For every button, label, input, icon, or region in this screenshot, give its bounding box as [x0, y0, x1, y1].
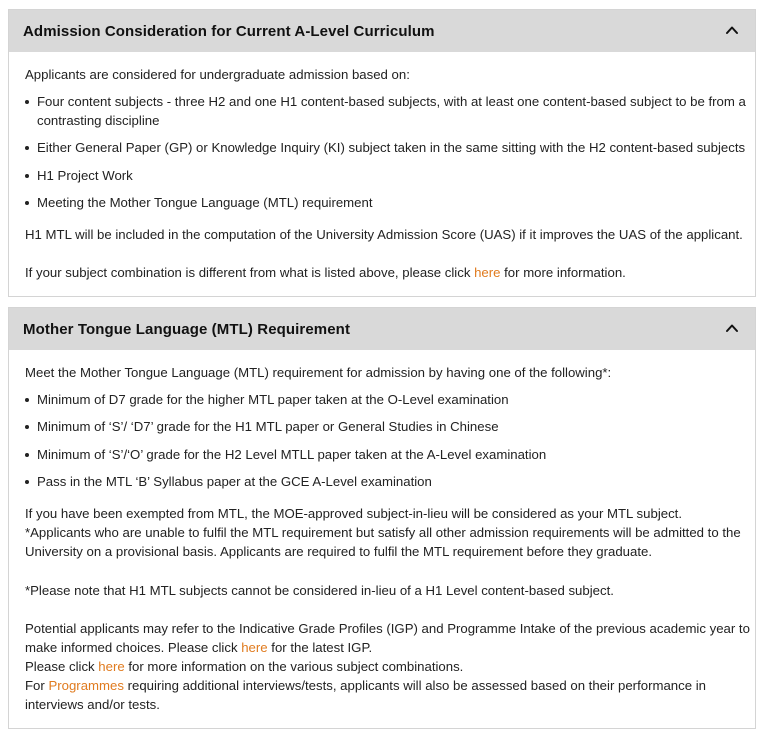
list-item: Meeting the Mother Tongue Language (MTL) requirement [37, 195, 373, 210]
combo-prefix: Please click [25, 659, 99, 674]
mtl-requirement-header[interactable] [9, 308, 755, 350]
igp-prefix: make informed choices. Please click [25, 640, 242, 655]
panel-title: Admission Consideration for Current A-Level Curriculum [23, 23, 435, 40]
list-item: Pass in the MTL ‘B’ Syllabus paper at the GCE A-Level examination [37, 474, 432, 489]
intro-text: Applicants are considered for undergraduate admission based on: [25, 67, 410, 82]
bullet-marker [25, 480, 29, 484]
combo-suffix: for more information on the various subject combinations. [124, 659, 464, 674]
combinations-here-link[interactable]: here [98, 659, 125, 674]
programmes-note [25, 676, 706, 695]
intro-text: Meet the Mother Tongue Language (MTL) requirement for admission by having one of the following*: [25, 365, 612, 380]
bullet-marker [25, 174, 29, 178]
bullet-marker [25, 453, 29, 457]
provisional-note: *Applicants who are unable to fulfil the MTL requirement but satisfy all other admission requirements will be admitted to the [25, 525, 741, 540]
provisional-note-continuation: University on a provisional basis. Applicants are required to fulfil the MTL requirement before they graduate. [25, 544, 652, 559]
list-item: Either General Paper (GP) or Knowledge Inquiry (KI) subject taken in the same sitting with the H2 content-based subjects [37, 140, 746, 155]
chevron-up-icon[interactable] [725, 321, 739, 335]
exemption-note: If you have been exempted from MTL, the MOE-approved subject-in-lieu will be considered as your MTL subject. [25, 506, 682, 521]
admission-consideration-panel [8, 9, 756, 297]
programmes-note-continuation: interviews and/or tests. [25, 697, 160, 712]
list-item: Minimum of D7 grade for the higher MTL paper taken at the O-Level examination [37, 392, 509, 407]
combinations-note [25, 657, 463, 676]
admission-consideration-header[interactable] [9, 10, 755, 52]
bullet-marker [25, 425, 29, 429]
bullet-marker [25, 146, 29, 150]
igp-here-link[interactable]: here [241, 640, 268, 655]
bullet-marker [25, 201, 29, 205]
igp-suffix: for the latest IGP. [267, 640, 373, 655]
list-item: Minimum of ‘S’/‘O’ grade for the H2 Level MTLL paper taken at the A-Level examination [37, 447, 547, 462]
list-item: Minimum of ‘S’/ ‘D7’ grade for the H1 MTL paper or General Studies in Chinese [37, 419, 499, 434]
bullet-marker [25, 398, 29, 402]
list-item: H1 Project Work [37, 168, 133, 183]
combination-here-link[interactable]: here [474, 265, 501, 280]
prog-prefix: For [25, 678, 49, 693]
list-item-continuation: contrasting discipline [37, 113, 160, 128]
h1-lieu-note: *Please note that H1 MTL subjects cannot be considered in-lieu of a H1 Level content-based subject. [25, 583, 614, 598]
list-item: Four content subjects - three H2 and one H1 content-based subjects, with at least one content-based subject to be from a [37, 94, 746, 109]
prog-suffix: requiring additional interviews/tests, applicants will also be assessed based on their performance in [123, 678, 706, 693]
subject-combination-note [25, 263, 626, 282]
bullet-marker [25, 100, 29, 104]
mtl-requirement-panel [8, 307, 756, 729]
igp-note-continuation [25, 638, 372, 657]
programmes-link[interactable]: Programmes [48, 678, 124, 693]
combo-prefix: If your subject combination is different from what is listed above, please click [25, 265, 475, 280]
igp-note: Potential applicants may refer to the Indicative Grade Profiles (IGP) and Programme Intake of the previous academic year to [25, 621, 750, 636]
chevron-up-icon[interactable] [725, 23, 739, 37]
panel-title: Mother Tongue Language (MTL) Requirement [23, 321, 351, 338]
combo-suffix: for more information. [500, 265, 626, 280]
uas-note: H1 MTL will be included in the computation of the University Admission Score (UAS) if it improves the UAS of the applicant. [25, 227, 743, 242]
